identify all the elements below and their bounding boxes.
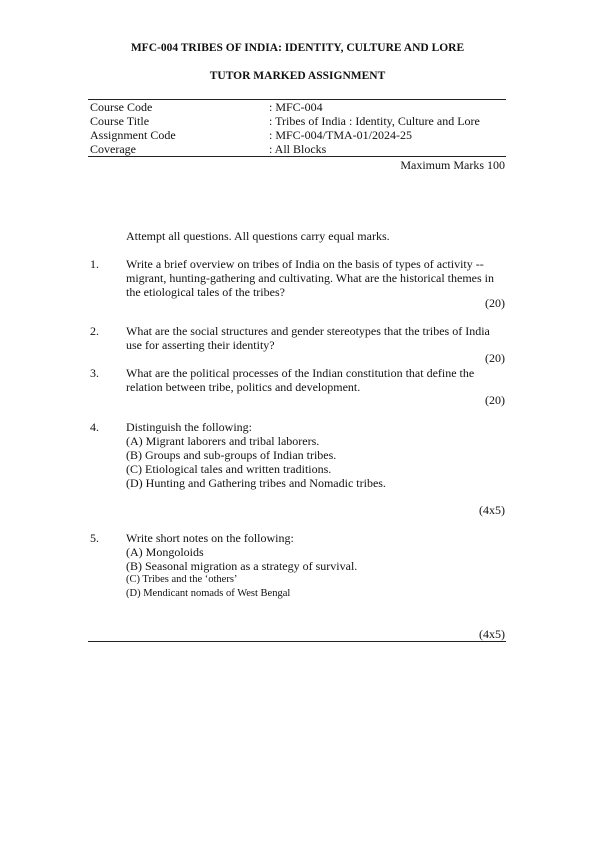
question-line: What are the political processes of the Indian constitution that define the [126, 366, 475, 380]
question-line: (D) Mendicant nomads of West Bengal [126, 588, 291, 599]
question-line: (C) Etiological tales and written traditions. [126, 462, 332, 476]
question-line: (C) Tribes and the ‘others’ [126, 574, 238, 585]
coverage-label: Coverage [90, 142, 136, 156]
question-line: migrant, hunting-gathering and cultivating. What are the historical themes in [126, 271, 495, 285]
question-line: What are the social structures and gender stereotypes that the tribes of India [126, 324, 490, 338]
question-text [126, 366, 506, 394]
course-code-value: : MFC-004 [269, 100, 323, 114]
question-marks: (20) [485, 351, 505, 365]
question-number: 2. [90, 324, 99, 338]
question-number: 4. [90, 420, 99, 434]
question-text [126, 324, 506, 352]
question-number: 1. [90, 257, 99, 271]
question-line: Write a brief overview on tribes of India on the basis of types of activity -- [126, 257, 484, 271]
question-marks: (20) [485, 296, 505, 310]
info-bottom-rule [88, 156, 506, 157]
question-text [126, 531, 506, 601]
bottom-rule [88, 641, 506, 642]
question-line: Distinguish the following: [126, 420, 252, 434]
question-line: (B) Seasonal migration as a strategy of survival. [126, 559, 358, 573]
question-line: Write short notes on the following: [126, 531, 294, 545]
course-title-label: Course Title [90, 114, 150, 128]
question-marks: (20) [485, 393, 505, 407]
question-line: relation between tribe, politics and development. [126, 380, 361, 394]
maximum-marks: Maximum Marks 100 [400, 158, 505, 172]
course-title-value: : Tribes of India : Identity, Culture and Lore [269, 114, 480, 128]
question-number: 3. [90, 366, 99, 380]
course-code-label: Course Code [90, 100, 153, 114]
question-text [126, 420, 506, 490]
question-line: (A) Mongoloids [126, 545, 204, 559]
question-marks: (4x5) [479, 503, 505, 517]
question-number: 5. [90, 531, 99, 545]
question-line: (D) Hunting and Gathering tribes and Nomadic tribes. [126, 476, 386, 490]
document-title: MFC-004 TRIBES OF INDIA: IDENTITY, CULTURE AND LORE [130, 42, 465, 54]
question-marks: (4x5) [479, 627, 505, 641]
assignment-code-label: Assignment Code [90, 128, 176, 142]
assignment-code-value: : MFC-004/TMA-01/2024-25 [269, 128, 413, 142]
question-line: the etiological tales of the tribes? [126, 285, 285, 299]
question-line: (B) Groups and sub-groups of Indian tribes. [126, 448, 337, 462]
question-line: (A) Migrant laborers and tribal laborers. [126, 434, 320, 448]
question-text [126, 257, 506, 299]
instructions: Attempt all questions. All questions carry equal marks. [126, 229, 390, 243]
question-line: use for asserting their identity? [126, 338, 275, 352]
coverage-value: : All Blocks [269, 142, 327, 156]
document-subtitle: TUTOR MARKED ASSIGNMENT [209, 70, 386, 82]
